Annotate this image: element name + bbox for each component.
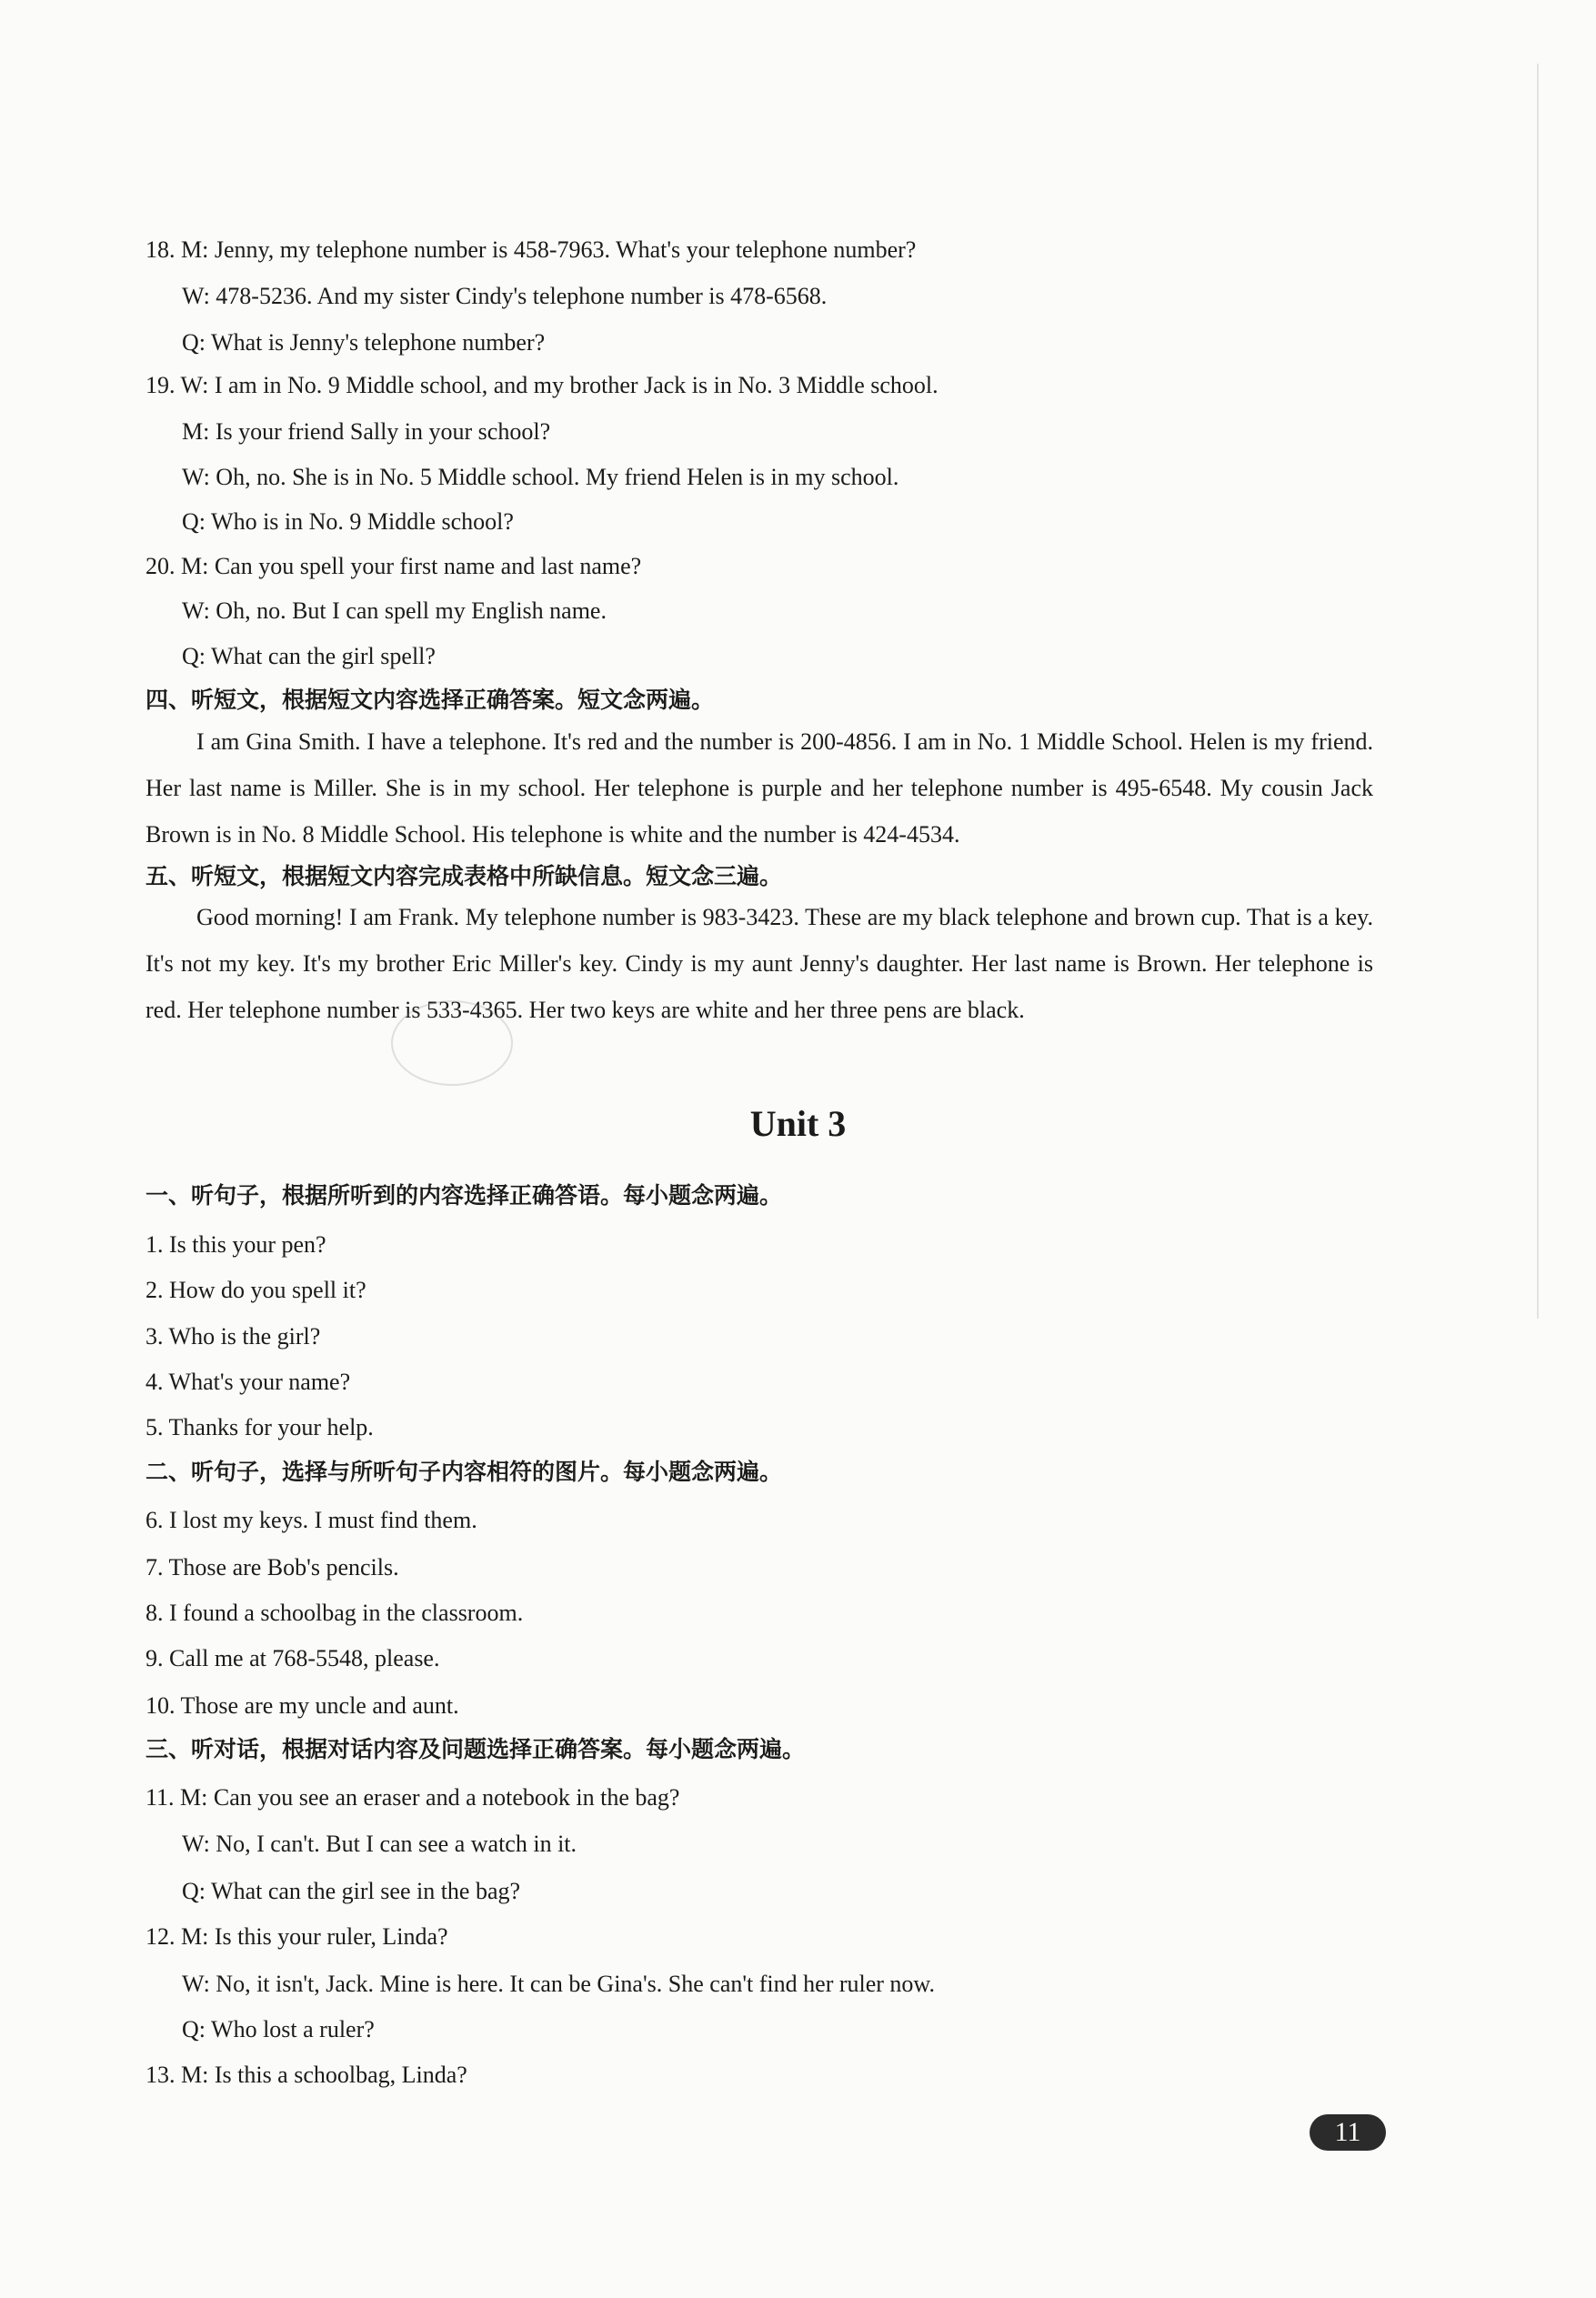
unit-title: Unit 3: [749, 1103, 847, 1144]
passage-text: Good morning! I am Frank. My telephone number is 983-3423. These are my black telephone and brown cup. That is a key. It's not my key. It's my brother Eric Miller's key. Cindy is my aunt Jenny's daughter. Her last name is Brown. Her telephone is red. Her telephone number is 533-4365. Her two keys are white and her three pens are black.: [146, 904, 1373, 1023]
dialog-line: Q: What can the girl see in the bag?: [182, 1878, 521, 1904]
dialog-line: 13. M: Is this a schoolbag, Linda?: [146, 2062, 467, 2088]
dialog-line: Q: What can the girl spell?: [182, 643, 436, 669]
passage: [146, 894, 1373, 1033]
list-item: 6. I lost my keys. I must find them.: [146, 1507, 477, 1533]
section-heading: 四、听短文，根据短文内容选择正确答案。短文念两遍。: [146, 687, 715, 713]
section-heading: 二、听句子，选择与所听句子内容相符的图片。每小题念两遍。: [146, 1459, 783, 1485]
dialog-line: M: Is your friend Sally in your school?: [182, 418, 551, 445]
list-item: 2. How do you spell it?: [146, 1277, 366, 1303]
passage-text: I am Gina Smith. I have a telephone. It's red and the number is 200-4856. I am in No. 1 Middle School. Helen is my friend. Her last name is Miller. She is in my school. Her telephone is purple and her telephone number is 495-6548. My cousin Jack Brown is in No. 8 Middle School. His telephone is white and the number is 424-4534.: [146, 728, 1373, 848]
list-item: 9. Call me at 768-5548, please.: [146, 1645, 440, 1671]
list-item: 10. Those are my uncle and aunt.: [146, 1692, 459, 1719]
dialog-line: Q: Who is in No. 9 Middle school?: [182, 508, 514, 535]
dialog-line: 12. M: Is this your ruler, Linda?: [146, 1923, 448, 1950]
dialog-line: Q: What is Jenny's telephone number?: [182, 329, 546, 356]
stamp-watermark: [391, 1000, 513, 1086]
list-item: 3. Who is the girl?: [146, 1323, 321, 1350]
list-item: 8. I found a schoolbag in the classroom.: [146, 1600, 524, 1626]
dialog-line: W: No, it isn't, Jack. Mine is here. It can be Gina's. She can't find her ruler now.: [182, 1971, 936, 1997]
list-item: 7. Those are Bob's pencils.: [146, 1554, 399, 1581]
dialog-line: W: No, I can't. But I can see a watch in it.: [182, 1831, 577, 1857]
list-item: 5. Thanks for your help.: [146, 1414, 374, 1440]
list-item: 4. What's your name?: [146, 1369, 351, 1395]
passage: [146, 718, 1373, 858]
dialog-line: Q: Who lost a ruler?: [182, 2016, 375, 2042]
list-item: 1. Is this your pen?: [146, 1231, 326, 1258]
dialog-line: W: Oh, no. She is in No. 5 Middle school. My friend Helen is in my school.: [182, 464, 899, 490]
dialog-line: 18. M: Jenny, my telephone number is 458-7963. What's your telephone number?: [146, 236, 917, 263]
section-heading: 一、听句子，根据所听到的内容选择正确答语。每小题念两遍。: [146, 1182, 783, 1209]
page-number: 11: [1310, 2114, 1386, 2151]
dialog-line: W: 478-5236. And my sister Cindy's telephone number is 478-6568.: [182, 283, 828, 309]
dialog-line: 19. W: I am in No. 9 Middle school, and my brother Jack is in No. 3 Middle school.: [146, 372, 939, 398]
dialog-line: 11. M: Can you see an eraser and a notebook in the bag?: [146, 1784, 680, 1811]
section-heading: 三、听对话，根据对话内容及问题选择正确答案。每小题念两遍。: [146, 1736, 806, 1762]
section-heading: 五、听短文，根据短文内容完成表格中所缺信息。短文念三遍。: [146, 863, 783, 889]
dialog-line: 20. M: Can you spell your first name and last name?: [146, 553, 642, 579]
dialog-line: W: Oh, no. But I can spell my English name.: [182, 597, 607, 624]
